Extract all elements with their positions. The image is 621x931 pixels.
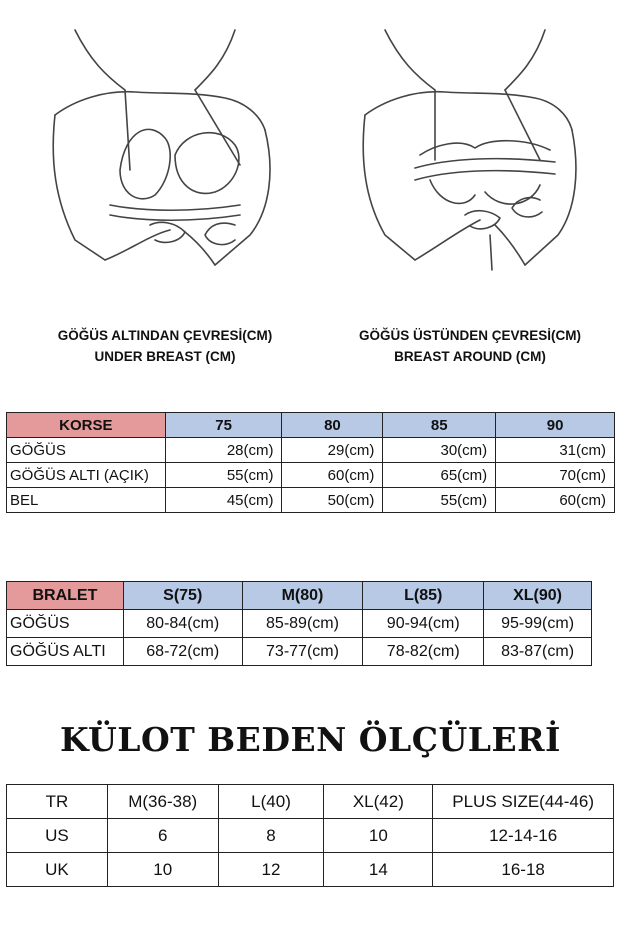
table-row [7, 463, 615, 488]
table-row [7, 819, 614, 853]
bralet-size-l: L(85) [363, 582, 484, 610]
row-label: UK [7, 853, 108, 887]
table-cell: 16-18 [433, 853, 614, 887]
korse-header: KORSE [7, 413, 166, 438]
table-cell: 68-72(cm) [123, 638, 242, 666]
row-label: BEL [7, 488, 166, 513]
korse-size-75: 75 [165, 413, 282, 438]
breast-around-caption [325, 325, 615, 367]
table-cell: 30(cm) [383, 438, 496, 463]
kulot-size-xl: XL(42) [324, 785, 433, 819]
table-cell: 85-89(cm) [242, 610, 363, 638]
caption-left-tr: GÖĞÜS ALTINDAN ÇEVRESİ(CM) [57, 328, 273, 343]
table-cell: 14 [324, 853, 433, 887]
row-label: GÖĞÜS [7, 438, 166, 463]
table-cell: 10 [324, 819, 433, 853]
under-breast-illustration [35, 20, 285, 280]
table-cell: 73-77(cm) [242, 638, 363, 666]
under-breast-caption [20, 325, 310, 367]
bralet-size-table [6, 581, 592, 666]
korse-size-80: 80 [282, 413, 383, 438]
row-label: GÖĞÜS ALTI (AÇIK) [7, 463, 166, 488]
table-cell: 55(cm) [383, 488, 496, 513]
korse-size-85: 85 [383, 413, 496, 438]
table-cell: 80-84(cm) [123, 610, 242, 638]
row-label: US [7, 819, 108, 853]
caption-left-en: UNDER BREAST (CM) [94, 349, 236, 364]
table-cell: 78-82(cm) [363, 638, 484, 666]
table-row [7, 488, 615, 513]
table-cell: 12 [218, 853, 324, 887]
kulot-size-plus: PLUS SIZE(44-46) [433, 785, 614, 819]
kulot-title: KÜLOT BEDEN ÖLÇÜLERİ [60, 720, 561, 759]
kulot-header-tr: TR [7, 785, 108, 819]
kulot-size-l: L(40) [218, 785, 324, 819]
bralet-size-m: M(80) [242, 582, 363, 610]
table-cell: 83-87(cm) [484, 638, 592, 666]
table-cell: 28(cm) [165, 438, 282, 463]
table-row [7, 638, 592, 666]
table-cell: 8 [218, 819, 324, 853]
caption-right-tr: GÖĞÜS ÜSTÜNDEN ÇEVRESİ(CM) [358, 328, 581, 343]
table-row [7, 853, 614, 887]
table-cell: 60(cm) [282, 463, 383, 488]
table-row [7, 438, 615, 463]
table-header-row [7, 413, 615, 438]
breast-around-illustration [340, 20, 590, 280]
table-cell: 12-14-16 [433, 819, 614, 853]
korse-size-90: 90 [496, 413, 615, 438]
table-cell: 60(cm) [496, 488, 615, 513]
table-cell: 55(cm) [165, 463, 282, 488]
table-cell: 95-99(cm) [484, 610, 592, 638]
table-cell: 50(cm) [282, 488, 383, 513]
bralet-size-xl: XL(90) [484, 582, 592, 610]
korse-size-table [6, 412, 615, 513]
table-row [7, 610, 592, 638]
table-header-row [7, 785, 614, 819]
table-cell: 31(cm) [496, 438, 615, 463]
table-cell: 29(cm) [282, 438, 383, 463]
table-cell: 70(cm) [496, 463, 615, 488]
row-label: GÖĞÜS [7, 610, 124, 638]
table-cell: 90-94(cm) [363, 610, 484, 638]
bralet-size-s: S(75) [123, 582, 242, 610]
kulot-size-m: M(36-38) [107, 785, 218, 819]
table-cell: 6 [107, 819, 218, 853]
bralet-header: BRALET [7, 582, 124, 610]
caption-right-en: BREAST AROUND (CM) [394, 349, 546, 364]
row-label: GÖĞÜS ALTI [7, 638, 124, 666]
table-header-row [7, 582, 592, 610]
table-cell: 10 [107, 853, 218, 887]
table-cell: 65(cm) [383, 463, 496, 488]
table-cell: 45(cm) [165, 488, 282, 513]
kulot-size-table [6, 784, 614, 887]
